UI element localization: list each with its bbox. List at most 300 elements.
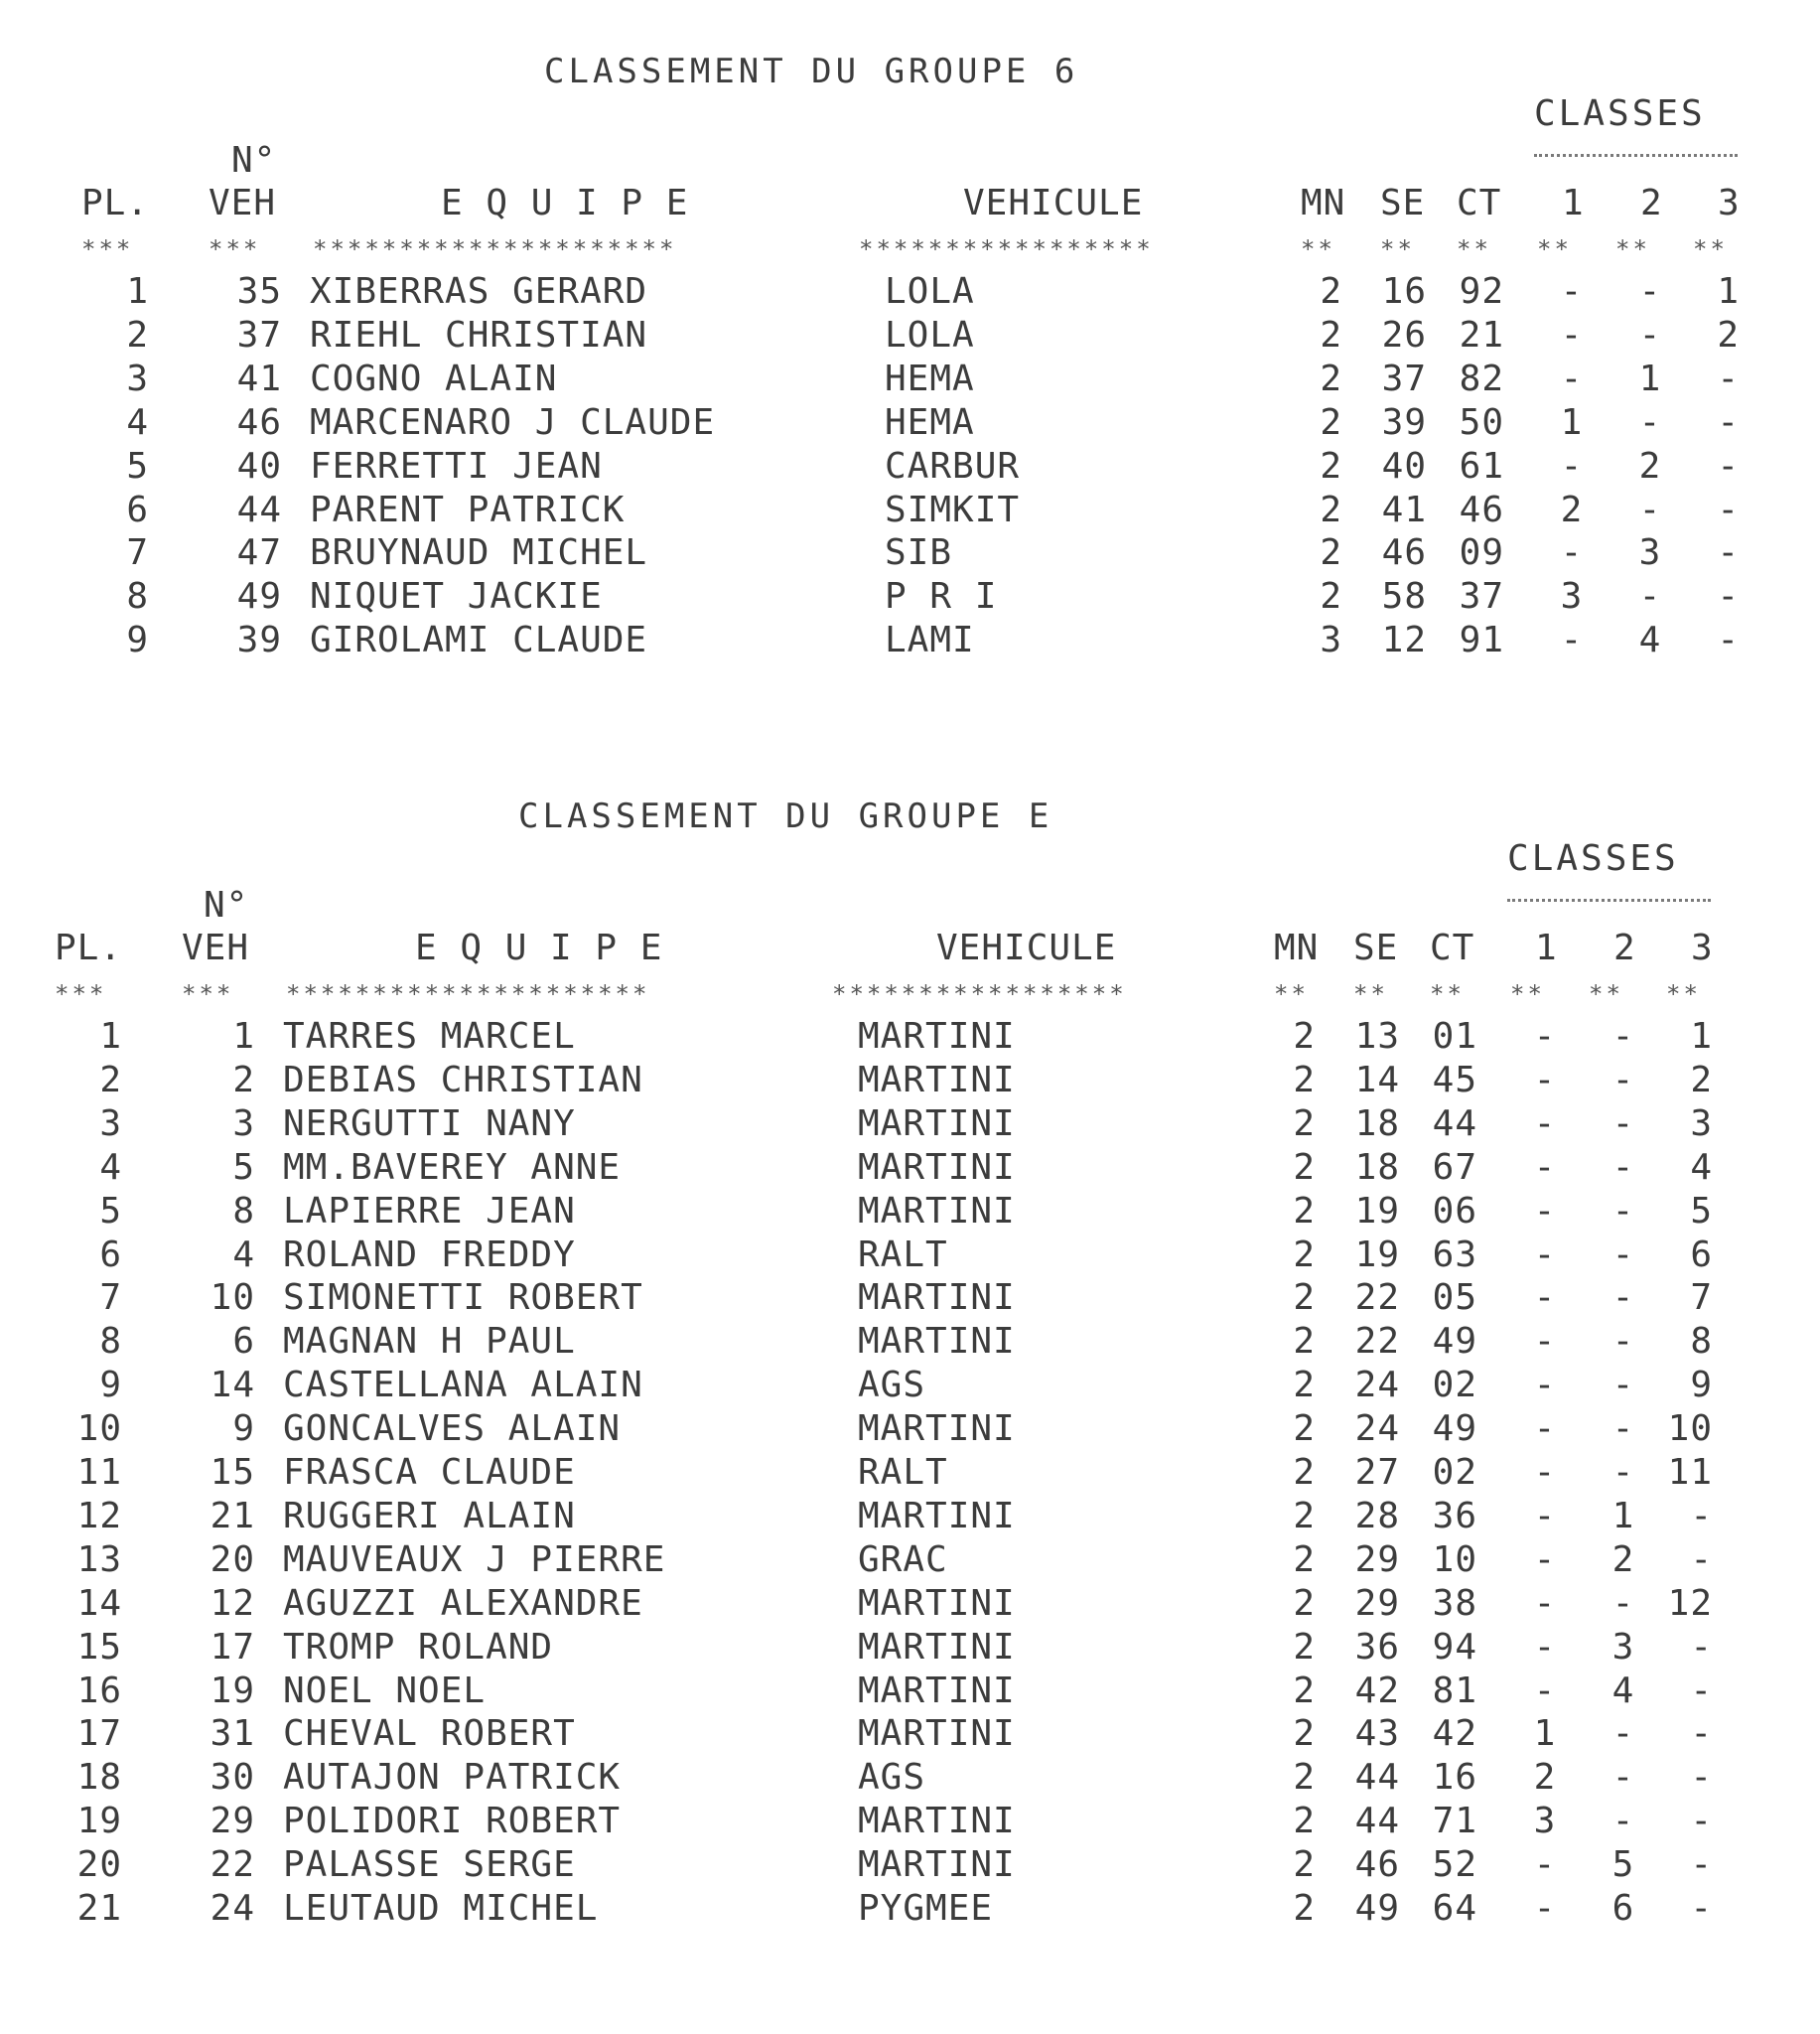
cell-mn: 2 xyxy=(1293,1626,1316,1668)
cell-vehicule: AGS xyxy=(858,1757,926,1799)
cell-c3: - xyxy=(1690,1670,1713,1711)
cell-equipe: NIQUET JACKIE xyxy=(310,576,603,618)
header-ct: CT xyxy=(1457,183,1502,223)
cell-se: 22 xyxy=(1354,1277,1400,1319)
cell-se: 36 xyxy=(1354,1626,1400,1668)
cell-vehicule: HEMA xyxy=(885,401,975,443)
cell-mn: 2 xyxy=(1293,1016,1316,1057)
cell-c3: - xyxy=(1717,620,1740,661)
cell-c2: 4 xyxy=(1611,1670,1635,1711)
cell-c1: - xyxy=(1533,1844,1557,1886)
cell-mn: 2 xyxy=(1293,1146,1316,1188)
cell-equipe: SIMONETTI ROBERT xyxy=(283,1277,643,1319)
section-title: CLASSEMENT DU GROUPE E xyxy=(518,797,1053,836)
cell-mn: 2 xyxy=(1293,1844,1316,1886)
header-pl: PL. xyxy=(55,928,123,968)
cell-veh: 14 xyxy=(210,1365,255,1406)
table-row xyxy=(0,1843,1820,1887)
cell-equipe: MAGNAN H PAUL xyxy=(283,1321,576,1363)
cell-se: 19 xyxy=(1354,1190,1400,1232)
cell-ct: 82 xyxy=(1459,358,1504,399)
cell-equipe: CHEVAL ROBERT xyxy=(283,1713,576,1755)
cell-c1: 2 xyxy=(1560,489,1584,530)
cell-veh: 3 xyxy=(232,1102,255,1144)
cell-pl: 1 xyxy=(126,271,149,312)
cell-ct: 45 xyxy=(1432,1059,1477,1100)
cell-se: 19 xyxy=(1354,1234,1400,1275)
cell-se: 18 xyxy=(1354,1146,1400,1188)
cell-vehicule: MARTINI xyxy=(858,1495,1016,1536)
cell-c3: - xyxy=(1690,1495,1713,1536)
section-title: CLASSEMENT DU GROUPE 6 xyxy=(544,52,1079,91)
cell-c3: - xyxy=(1717,401,1740,443)
cell-vehicule: MARTINI xyxy=(858,1277,1016,1319)
cell-c3: - xyxy=(1690,1626,1713,1668)
cell-veh: 1 xyxy=(232,1016,255,1057)
cell-vehicule: LAMI xyxy=(885,620,975,661)
cell-veh: 29 xyxy=(210,1801,255,1842)
stars-equipe: ********************* xyxy=(313,235,677,263)
table-row xyxy=(0,1146,1820,1190)
cell-se: 46 xyxy=(1354,1844,1400,1886)
cell-c2: - xyxy=(1611,1582,1635,1624)
cell-c1: - xyxy=(1533,1102,1557,1144)
cell-se: 18 xyxy=(1354,1102,1400,1144)
cell-c2: - xyxy=(1638,271,1662,312)
cell-c1: - xyxy=(1533,1495,1557,1536)
cell-mn: 2 xyxy=(1293,1582,1316,1624)
cell-c3: 8 xyxy=(1690,1321,1713,1363)
header-veh: VEH xyxy=(182,928,250,968)
cell-ct: 10 xyxy=(1432,1538,1477,1580)
cell-vehicule: MARTINI xyxy=(858,1321,1016,1363)
cell-pl: 7 xyxy=(99,1277,122,1319)
cell-ct: 02 xyxy=(1432,1365,1477,1406)
cell-c3: 4 xyxy=(1690,1146,1713,1188)
cell-se: 27 xyxy=(1354,1452,1400,1493)
cell-equipe: RIEHL CHRISTIAN xyxy=(310,314,648,356)
stars-se: ** xyxy=(1380,235,1415,263)
cell-c2: 2 xyxy=(1611,1538,1635,1580)
cell-veh: 39 xyxy=(236,620,282,661)
cell-mn: 2 xyxy=(1293,1059,1316,1100)
cell-veh: 40 xyxy=(236,445,282,487)
no-label: N° xyxy=(204,885,249,926)
cell-pl: 10 xyxy=(76,1408,122,1450)
cell-se: 44 xyxy=(1354,1757,1400,1799)
stars-vehicule: ***************** xyxy=(832,980,1127,1008)
header-vehicule: VEHICULE xyxy=(936,928,1117,968)
cell-c3: 11 xyxy=(1667,1452,1713,1493)
cell-mn: 2 xyxy=(1293,1888,1316,1929)
cell-pl: 7 xyxy=(126,532,149,574)
header-row xyxy=(0,182,1820,225)
cell-mn: 2 xyxy=(1293,1670,1316,1711)
cell-c1: - xyxy=(1560,620,1584,661)
cell-mn: 2 xyxy=(1293,1713,1316,1755)
cell-pl: 21 xyxy=(76,1888,122,1929)
cell-equipe: DEBIAS CHRISTIAN xyxy=(283,1059,643,1100)
cell-veh: 15 xyxy=(210,1452,255,1493)
cell-se: 29 xyxy=(1354,1582,1400,1624)
cell-mn: 2 xyxy=(1293,1234,1316,1275)
cell-se: 58 xyxy=(1381,576,1427,618)
cell-c1: - xyxy=(1533,1190,1557,1232)
cell-mn: 2 xyxy=(1293,1495,1316,1536)
table-row xyxy=(0,1190,1820,1234)
cell-se: 29 xyxy=(1354,1538,1400,1580)
cell-veh: 24 xyxy=(210,1888,255,1929)
cell-equipe: AGUZZI ALEXANDRE xyxy=(283,1582,643,1624)
cell-equipe: TROMP ROLAND xyxy=(283,1626,554,1668)
cell-c3: - xyxy=(1690,1801,1713,1842)
table-row xyxy=(0,1670,1820,1713)
stars-mn: ** xyxy=(1274,980,1309,1008)
table-row xyxy=(0,1059,1820,1102)
cell-equipe: MARCENARO J CLAUDE xyxy=(310,401,716,443)
cell-c1: - xyxy=(1560,358,1584,399)
cell-se: 26 xyxy=(1381,314,1427,356)
cell-vehicule: MARTINI xyxy=(858,1146,1016,1188)
cell-veh: 19 xyxy=(210,1670,255,1711)
cell-c2: 1 xyxy=(1638,358,1662,399)
table-row xyxy=(0,270,1820,314)
cell-se: 41 xyxy=(1381,489,1427,530)
cell-equipe: TARRES MARCEL xyxy=(283,1016,576,1057)
cell-c3: - xyxy=(1690,1713,1713,1755)
cell-ct: 63 xyxy=(1432,1234,1477,1275)
table-row xyxy=(0,314,1820,358)
table-row xyxy=(0,619,1820,662)
cell-c1: 2 xyxy=(1533,1757,1557,1799)
cell-c3: 2 xyxy=(1690,1059,1713,1100)
cell-mn: 2 xyxy=(1293,1365,1316,1406)
table-row xyxy=(0,358,1820,401)
table-row xyxy=(0,1234,1820,1277)
cell-c2: 1 xyxy=(1611,1495,1635,1536)
cell-ct: 09 xyxy=(1459,532,1504,574)
header-class-1: 1 xyxy=(1535,928,1558,968)
header-se: SE xyxy=(1353,928,1399,968)
cell-se: 14 xyxy=(1354,1059,1400,1100)
cell-veh: 37 xyxy=(236,314,282,356)
cell-ct: 36 xyxy=(1432,1495,1477,1536)
cell-pl: 2 xyxy=(126,314,149,356)
table-row xyxy=(0,1276,1820,1320)
cell-pl: 6 xyxy=(126,489,149,530)
cell-c2: - xyxy=(1611,1321,1635,1363)
cell-veh: 21 xyxy=(210,1495,255,1536)
cell-c1: - xyxy=(1533,1321,1557,1363)
cell-ct: 44 xyxy=(1432,1102,1477,1144)
stars-row xyxy=(0,972,1820,1016)
cell-veh: 49 xyxy=(236,576,282,618)
cell-ct: 67 xyxy=(1432,1146,1477,1188)
table-row xyxy=(0,1582,1820,1626)
header-equipe: E Q U I P E xyxy=(415,928,663,968)
cell-mn: 2 xyxy=(1293,1321,1316,1363)
table-row xyxy=(0,1102,1820,1146)
stars-mn: ** xyxy=(1301,235,1335,263)
no-label: N° xyxy=(231,140,277,181)
cell-pl: 11 xyxy=(76,1452,122,1493)
cell-c3: 10 xyxy=(1667,1408,1713,1450)
cell-ct: 21 xyxy=(1459,314,1504,356)
cell-ct: 92 xyxy=(1459,271,1504,312)
cell-ct: 06 xyxy=(1432,1190,1477,1232)
cell-c2: 6 xyxy=(1611,1888,1635,1929)
cell-c2: - xyxy=(1611,1102,1635,1144)
cell-veh: 22 xyxy=(210,1844,255,1886)
cell-veh: 5 xyxy=(232,1146,255,1188)
cell-se: 12 xyxy=(1381,620,1427,661)
cell-c1: - xyxy=(1533,1452,1557,1493)
header-se: SE xyxy=(1380,183,1426,223)
stars-pl: *** xyxy=(81,235,134,263)
cell-pl: 9 xyxy=(126,620,149,661)
header-class-1: 1 xyxy=(1562,183,1585,223)
cell-vehicule: MARTINI xyxy=(858,1844,1016,1886)
cell-veh: 12 xyxy=(210,1582,255,1624)
table-row xyxy=(0,1407,1820,1451)
cell-mn: 2 xyxy=(1293,1801,1316,1842)
cell-c1: - xyxy=(1560,445,1584,487)
cell-pl: 5 xyxy=(99,1190,122,1232)
cell-pl: 8 xyxy=(99,1321,122,1363)
cell-se: 24 xyxy=(1354,1365,1400,1406)
cell-c2: - xyxy=(1638,576,1662,618)
cell-c3: - xyxy=(1717,358,1740,399)
cell-mn: 2 xyxy=(1293,1452,1316,1493)
cell-c2: - xyxy=(1611,1146,1635,1188)
cell-mn: 2 xyxy=(1320,271,1342,312)
cell-c3: - xyxy=(1690,1844,1713,1886)
cell-equipe: ROLAND FREDDY xyxy=(283,1234,576,1275)
cell-vehicule: CARBUR xyxy=(885,445,1021,487)
cell-equipe: NOEL NOEL xyxy=(283,1670,487,1711)
table-row xyxy=(0,1538,1820,1582)
cell-c1: - xyxy=(1533,1059,1557,1100)
cell-c1: - xyxy=(1533,1016,1557,1057)
cell-c2: - xyxy=(1611,1365,1635,1406)
cell-ct: 81 xyxy=(1432,1670,1477,1711)
cell-veh: 2 xyxy=(232,1059,255,1100)
cell-pl: 18 xyxy=(76,1757,122,1799)
cell-mn: 2 xyxy=(1320,445,1342,487)
cell-equipe: PARENT PATRICK xyxy=(310,489,626,530)
cell-equipe: FRASCA CLAUDE xyxy=(283,1452,576,1493)
classes-label: CLASSES xyxy=(1507,838,1679,879)
stars-class-3: ** xyxy=(1666,980,1701,1008)
stars-class-2: ** xyxy=(1589,980,1623,1008)
cell-c1: - xyxy=(1533,1670,1557,1711)
classes-underline xyxy=(1507,899,1711,902)
cell-ct: 91 xyxy=(1459,620,1504,661)
cell-se: 40 xyxy=(1381,445,1427,487)
cell-c2: - xyxy=(1611,1408,1635,1450)
cell-mn: 3 xyxy=(1320,620,1342,661)
cell-vehicule: SIB xyxy=(885,532,953,574)
cell-veh: 41 xyxy=(236,358,282,399)
cell-se: 16 xyxy=(1381,271,1427,312)
cell-c2: 4 xyxy=(1638,620,1662,661)
stars-class-2: ** xyxy=(1615,235,1650,263)
cell-c2: 3 xyxy=(1611,1626,1635,1668)
cell-equipe: AUTAJON PATRICK xyxy=(283,1757,622,1799)
cell-ct: 52 xyxy=(1432,1844,1477,1886)
cell-se: 42 xyxy=(1354,1670,1400,1711)
cell-c2: - xyxy=(1638,314,1662,356)
cell-ct: 71 xyxy=(1432,1801,1477,1842)
cell-ct: 05 xyxy=(1432,1277,1477,1319)
stars-vehicule: ***************** xyxy=(859,235,1154,263)
table-row xyxy=(0,1451,1820,1495)
cell-c3: - xyxy=(1690,1538,1713,1580)
cell-vehicule: MARTINI xyxy=(858,1059,1016,1100)
cell-c2: - xyxy=(1611,1277,1635,1319)
cell-mn: 2 xyxy=(1320,401,1342,443)
cell-vehicule: LOLA xyxy=(885,314,975,356)
header-mn: MN xyxy=(1301,183,1346,223)
cell-vehicule: PYGMEE xyxy=(858,1888,994,1929)
cell-pl: 2 xyxy=(99,1059,122,1100)
cell-c2: - xyxy=(1611,1190,1635,1232)
table-row xyxy=(0,1495,1820,1538)
cell-equipe: MAUVEAUX J PIERRE xyxy=(283,1538,666,1580)
cell-pl: 4 xyxy=(126,401,149,443)
cell-pl: 15 xyxy=(76,1626,122,1668)
stars-veh: *** xyxy=(182,980,234,1008)
cell-veh: 30 xyxy=(210,1757,255,1799)
cell-pl: 20 xyxy=(76,1844,122,1886)
cell-c1: - xyxy=(1533,1277,1557,1319)
cell-c3: 3 xyxy=(1690,1102,1713,1144)
cell-ct: 50 xyxy=(1459,401,1504,443)
cell-mn: 2 xyxy=(1320,576,1342,618)
cell-c3: 12 xyxy=(1667,1582,1713,1624)
cell-c2: - xyxy=(1611,1234,1635,1275)
cell-ct: 16 xyxy=(1432,1757,1477,1799)
cell-ct: 42 xyxy=(1432,1713,1477,1755)
cell-pl: 17 xyxy=(76,1713,122,1755)
table-row xyxy=(0,1626,1820,1670)
header-class-3: 3 xyxy=(1718,183,1741,223)
cell-se: 24 xyxy=(1354,1408,1400,1450)
cell-pl: 9 xyxy=(99,1365,122,1406)
stars-class-1: ** xyxy=(1510,980,1545,1008)
cell-mn: 2 xyxy=(1293,1102,1316,1144)
classes-label: CLASSES xyxy=(1534,93,1706,134)
cell-veh: 4 xyxy=(232,1234,255,1275)
cell-veh: 17 xyxy=(210,1626,255,1668)
cell-se: 22 xyxy=(1354,1321,1400,1363)
cell-c2: - xyxy=(1611,1757,1635,1799)
cell-equipe: NERGUTTI NANY xyxy=(283,1102,576,1144)
cell-c2: 5 xyxy=(1611,1844,1635,1886)
cell-vehicule: LOLA xyxy=(885,271,975,312)
cell-se: 46 xyxy=(1381,532,1427,574)
header-pl: PL. xyxy=(81,183,150,223)
cell-vehicule: HEMA xyxy=(885,358,975,399)
cell-se: 13 xyxy=(1354,1016,1400,1057)
cell-vehicule: MARTINI xyxy=(858,1190,1016,1232)
stars-veh: *** xyxy=(209,235,261,263)
stars-row xyxy=(0,227,1820,271)
cell-ct: 46 xyxy=(1459,489,1504,530)
cell-mn: 2 xyxy=(1293,1757,1316,1799)
cell-equipe: XIBERRAS GERARD xyxy=(310,271,648,312)
cell-c2: - xyxy=(1611,1016,1635,1057)
header-row xyxy=(0,927,1820,970)
cell-ct: 37 xyxy=(1459,576,1504,618)
cell-c1: 1 xyxy=(1533,1713,1557,1755)
cell-veh: 9 xyxy=(232,1408,255,1450)
stars-class-3: ** xyxy=(1693,235,1728,263)
table-row xyxy=(0,489,1820,532)
cell-ct: 49 xyxy=(1432,1321,1477,1363)
cell-c3: 1 xyxy=(1717,271,1740,312)
cell-c1: - xyxy=(1533,1365,1557,1406)
cell-c3: 1 xyxy=(1690,1016,1713,1057)
cell-veh: 47 xyxy=(236,532,282,574)
header-veh: VEH xyxy=(209,183,277,223)
cell-c3: - xyxy=(1690,1888,1713,1929)
cell-equipe: POLIDORI ROBERT xyxy=(283,1801,622,1842)
cell-c3: - xyxy=(1717,576,1740,618)
cell-se: 39 xyxy=(1381,401,1427,443)
cell-se: 37 xyxy=(1381,358,1427,399)
header-class-2: 2 xyxy=(1640,183,1663,223)
cell-vehicule: RALT xyxy=(858,1452,948,1493)
cell-ct: 02 xyxy=(1432,1452,1477,1493)
cell-equipe: CASTELLANA ALAIN xyxy=(283,1365,643,1406)
cell-ct: 94 xyxy=(1432,1626,1477,1668)
cell-veh: 8 xyxy=(232,1190,255,1232)
table-row xyxy=(0,1800,1820,1843)
cell-equipe: LEUTAUD MICHEL xyxy=(283,1888,599,1929)
cell-vehicule: RALT xyxy=(858,1234,948,1275)
table-row xyxy=(0,531,1820,575)
cell-vehicule: GRAC xyxy=(858,1538,948,1580)
cell-ct: 38 xyxy=(1432,1582,1477,1624)
cell-c3: 6 xyxy=(1690,1234,1713,1275)
cell-c1: 3 xyxy=(1560,576,1584,618)
cell-vehicule: SIMKIT xyxy=(885,489,1021,530)
cell-c1: - xyxy=(1560,314,1584,356)
cell-vehicule: MARTINI xyxy=(858,1102,1016,1144)
cell-vehicule: MARTINI xyxy=(858,1713,1016,1755)
cell-veh: 35 xyxy=(236,271,282,312)
cell-equipe: GIROLAMI CLAUDE xyxy=(310,620,648,661)
cell-pl: 6 xyxy=(99,1234,122,1275)
cell-c1: 3 xyxy=(1533,1801,1557,1842)
cell-pl: 8 xyxy=(126,576,149,618)
table-row xyxy=(0,1015,1820,1059)
cell-c1: - xyxy=(1560,271,1584,312)
stars-equipe: ********************* xyxy=(286,980,650,1008)
cell-mn: 2 xyxy=(1320,489,1342,530)
cell-c2: - xyxy=(1611,1059,1635,1100)
cell-mn: 2 xyxy=(1293,1190,1316,1232)
stars-se: ** xyxy=(1353,980,1388,1008)
cell-c2: - xyxy=(1611,1801,1635,1842)
table-row xyxy=(0,1320,1820,1364)
cell-pl: 5 xyxy=(126,445,149,487)
cell-mn: 2 xyxy=(1320,532,1342,574)
cell-vehicule: P R I xyxy=(885,576,998,618)
cell-veh: 20 xyxy=(210,1538,255,1580)
table-row xyxy=(0,445,1820,489)
